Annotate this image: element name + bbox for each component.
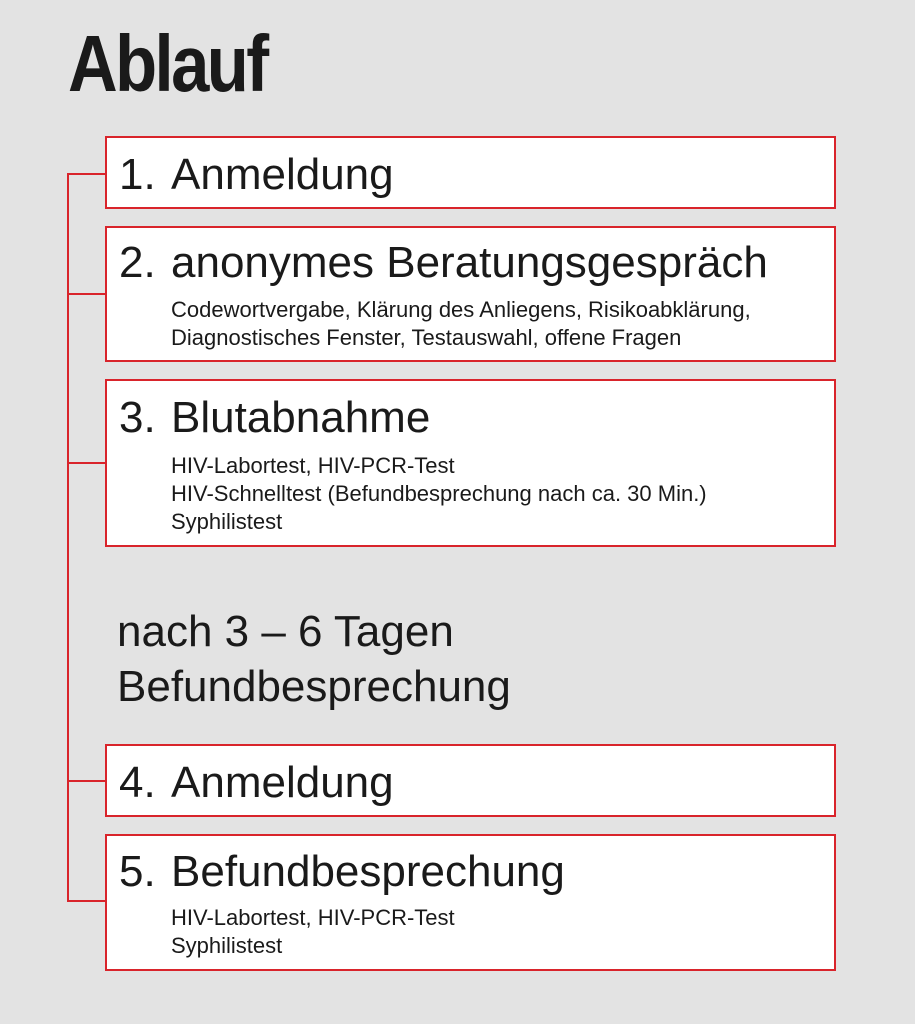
- step-2-label: anonymes Beratungsgespräch: [171, 238, 768, 287]
- step-3-detail-line: HIV-Schnelltest (Befundbesprechung nach ca. 30 Min.): [171, 481, 707, 506]
- step-2-number: 2.: [119, 238, 156, 287]
- step-1-label: Anmeldung: [171, 150, 394, 199]
- step-3-details: [171, 452, 707, 536]
- step-4-heading: [119, 758, 394, 807]
- step-1-number: 1.: [119, 150, 156, 199]
- step-4-number: 4.: [119, 758, 156, 807]
- connector-step-1: [67, 173, 106, 175]
- step-5-detail-line: Syphilistest: [171, 933, 283, 958]
- timeline-connector: [67, 173, 69, 902]
- step-5-box: [105, 834, 836, 971]
- step-2-box: [105, 226, 836, 362]
- step-3-box: [105, 379, 836, 547]
- connector-step-3: [67, 462, 106, 464]
- step-5-details: [171, 904, 455, 960]
- step-2-detail-line: Codewortvergabe, Klärung des Anliegens, Risikoabklärung,: [171, 297, 751, 322]
- step-1-heading: [119, 150, 394, 199]
- step-3-detail-line: Syphilistest: [171, 509, 283, 534]
- step-2-heading: [119, 238, 768, 287]
- step-5-heading: [119, 847, 565, 896]
- step-3-detail-line: HIV-Labortest, HIV-PCR-Test: [171, 453, 455, 478]
- step-2-details: [171, 296, 751, 352]
- step-3-heading: [119, 393, 431, 442]
- connector-step-4: [67, 780, 106, 782]
- step-4-label: Anmeldung: [171, 758, 394, 807]
- page-title: Ablauf: [68, 19, 267, 108]
- step-5-number: 5.: [119, 847, 156, 896]
- connector-step-2: [67, 293, 106, 295]
- step-5-detail-line: HIV-Labortest, HIV-PCR-Test: [171, 905, 455, 930]
- step-5-label: Befundbesprechung: [171, 847, 565, 896]
- interlude-label: Befundbesprechung: [117, 662, 511, 711]
- step-3-number: 3.: [119, 393, 156, 442]
- step-2-detail-line: Diagnostisches Fenster, Testauswahl, offene Fragen: [171, 325, 682, 350]
- step-3-label: Blutabnahme: [171, 393, 431, 442]
- step-1-box: [105, 136, 836, 209]
- connector-step-5: [67, 900, 106, 902]
- interlude-timing: nach 3 – 6 Tagen: [117, 607, 454, 656]
- step-4-box: [105, 744, 836, 817]
